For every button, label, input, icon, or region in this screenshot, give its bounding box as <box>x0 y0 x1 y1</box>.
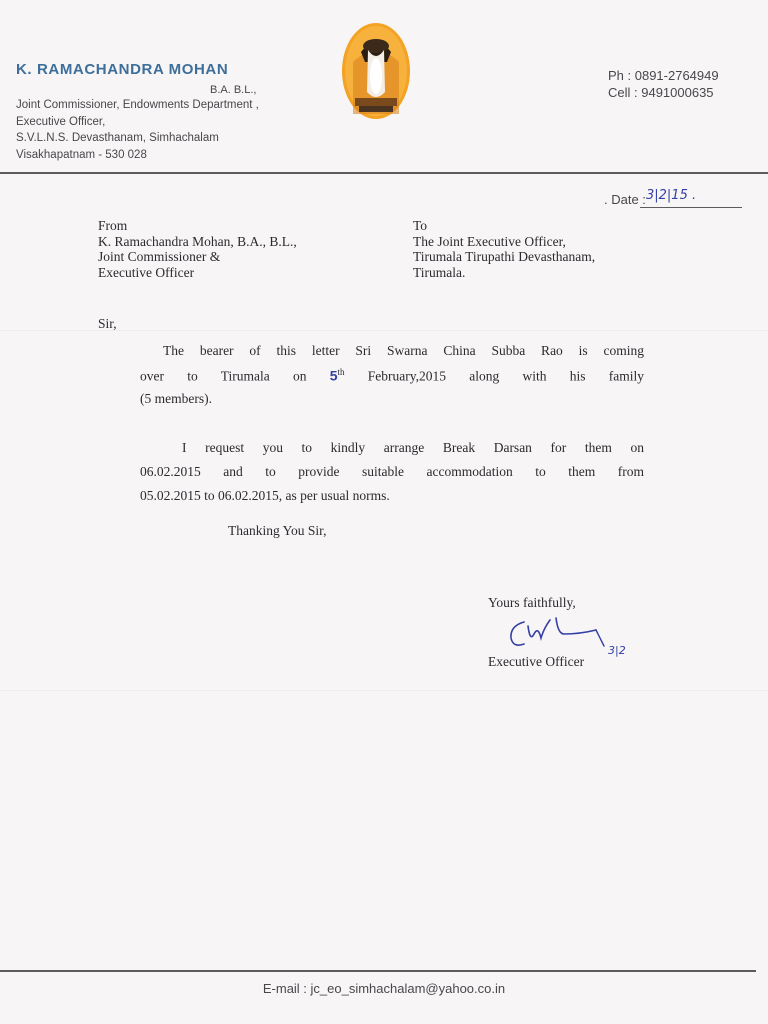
body-line: 05.02.2015 to 06.02.2015, as per usual norms. <box>140 488 390 503</box>
letterhead-address <box>16 97 259 163</box>
from-heading: From <box>98 218 128 233</box>
body-text: over to Tirumala on <box>140 368 330 384</box>
body-line: 06.02.2015 and to provide suitable accommodation to them from <box>140 464 644 479</box>
to-line: Tirumala. <box>413 264 466 280</box>
paper-fold <box>0 690 768 691</box>
handwritten-date-digit: 5 <box>329 367 338 384</box>
body-line <box>140 367 644 385</box>
to-heading: To <box>413 218 428 233</box>
from-line: Executive Officer <box>98 264 195 280</box>
to-block <box>413 218 595 280</box>
from-line: Joint Commissioner & <box>98 249 221 264</box>
letterhead-line: Executive Officer, <box>16 115 106 128</box>
body-line: (5 members). <box>140 391 212 406</box>
temple-deity-emblem <box>341 22 411 120</box>
handwritten-date: 3|2|15 . <box>646 188 697 203</box>
phone-number: Ph : 0891-2764949 <box>608 68 719 83</box>
body-line: I request you to kindly arrange Break Darsan for them on <box>182 440 644 455</box>
letterhead-line: S.V.L.N.S. Devasthanam, Simhachalam <box>16 132 219 144</box>
header-divider <box>0 172 768 174</box>
footer-email: E-mail : jc_eo_simhachalam@yahoo.co.in <box>262 981 506 996</box>
date-label: . Date : <box>604 192 646 207</box>
signature-date: 3|2 <box>608 644 626 657</box>
from-line: K. Ramachandra Mohan, B.A., B.L., <box>98 233 297 249</box>
ordinal-suffix: th <box>337 367 345 377</box>
date-underline <box>640 207 742 208</box>
to-line: The Joint Executive Officer, <box>413 233 566 249</box>
to-line: Tirumala Tirupathi Devasthanam, <box>413 249 596 264</box>
thanks-line: Thanking You Sir, <box>228 523 327 538</box>
salutation: Sir, <box>98 316 117 331</box>
from-block <box>98 218 297 280</box>
body-line: The bearer of this letter Sri Swarna China Subba Rao is coming <box>163 343 644 358</box>
letterhead-line: Visakhapatnam - 530 028 <box>16 148 147 161</box>
letterhead-contact <box>608 67 719 101</box>
designation: Executive Officer <box>488 654 585 669</box>
handwritten-signature <box>504 612 634 660</box>
body-text: February,2015 along with his family <box>344 368 644 384</box>
letterhead-name: K. RAMACHANDRA MOHAN <box>16 61 229 78</box>
letterhead-degree: B.A. B.L., <box>210 84 257 96</box>
valediction: Yours faithfully, <box>488 595 576 610</box>
footer-divider <box>0 970 756 972</box>
cell-number: Cell : 9491000635 <box>608 85 714 100</box>
letterhead-line: Joint Commissioner, Endowments Department , <box>16 99 259 111</box>
